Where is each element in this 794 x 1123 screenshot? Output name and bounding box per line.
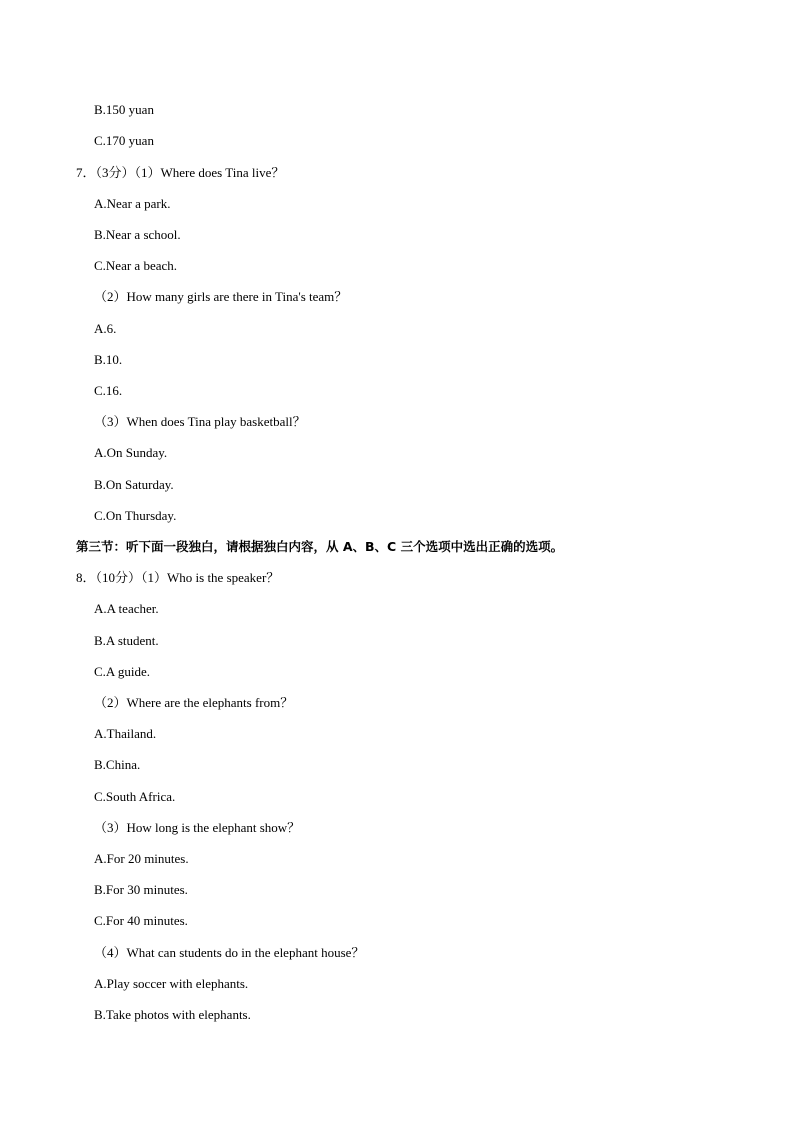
q7-header: 7．（3分）（1）Where does Tina live？	[76, 165, 285, 180]
q8-3-option-c: C.For 40 minutes.	[94, 913, 188, 928]
q8-3-option-b: B.For 30 minutes.	[94, 882, 188, 897]
q8-2-option-a: A.Thailand.	[94, 726, 157, 741]
q7-2-option-b: B.10.	[94, 352, 123, 367]
q7-1-option-b: B.Near a school.	[94, 227, 181, 242]
q7-1-option-c: C.Near a beach.	[94, 258, 178, 273]
q7-3-option-b: B.On Saturday.	[94, 477, 174, 492]
q8-1-option-c: C.A guide.	[94, 664, 150, 679]
q8-4-option-b: B.Take photos with elephants.	[94, 1007, 251, 1022]
q6-option-b: B.150 yuan	[94, 102, 154, 117]
q8-1-option-b: B.A student.	[94, 633, 159, 648]
q6-option-c: C.170 yuan	[94, 133, 154, 148]
q8-4-option-a: A.Play soccer with elephants.	[94, 976, 249, 991]
section3-heading: 第三节：听下面一段独白，请根据独白内容，从 A、B、C 三个选项中选出正确的选项。	[76, 539, 564, 554]
q7-3-option-a: A.On Sunday.	[94, 445, 168, 460]
q8-1-option-a: A.A teacher.	[94, 601, 159, 616]
q7-1-option-a: A.Near a park.	[94, 196, 171, 211]
q8-3-question: （3）How long is the elephant show？	[94, 820, 301, 835]
q7-3-option-c: C.On Thursday.	[94, 508, 177, 523]
q8-3-option-a: A.For 20 minutes.	[94, 851, 189, 866]
q7-3-question: （3）When does Tina play basketball？	[94, 414, 306, 429]
q7-2-option-c: C.16.	[94, 383, 123, 398]
q8-4-question: （4）What can students do in the elephant house？	[94, 945, 365, 960]
q8-2-option-c: C.South Africa.	[94, 789, 176, 804]
q8-2-question: （2）Where are the elephants from？	[94, 695, 294, 710]
q7-2-question: （2）How many girls are there in Tina's team？	[94, 289, 348, 304]
q8-header: 8．（10分）（1）Who is the speaker？	[76, 570, 280, 585]
q8-2-option-b: B.China.	[94, 757, 141, 772]
q7-2-option-a: A.6.	[94, 321, 117, 336]
